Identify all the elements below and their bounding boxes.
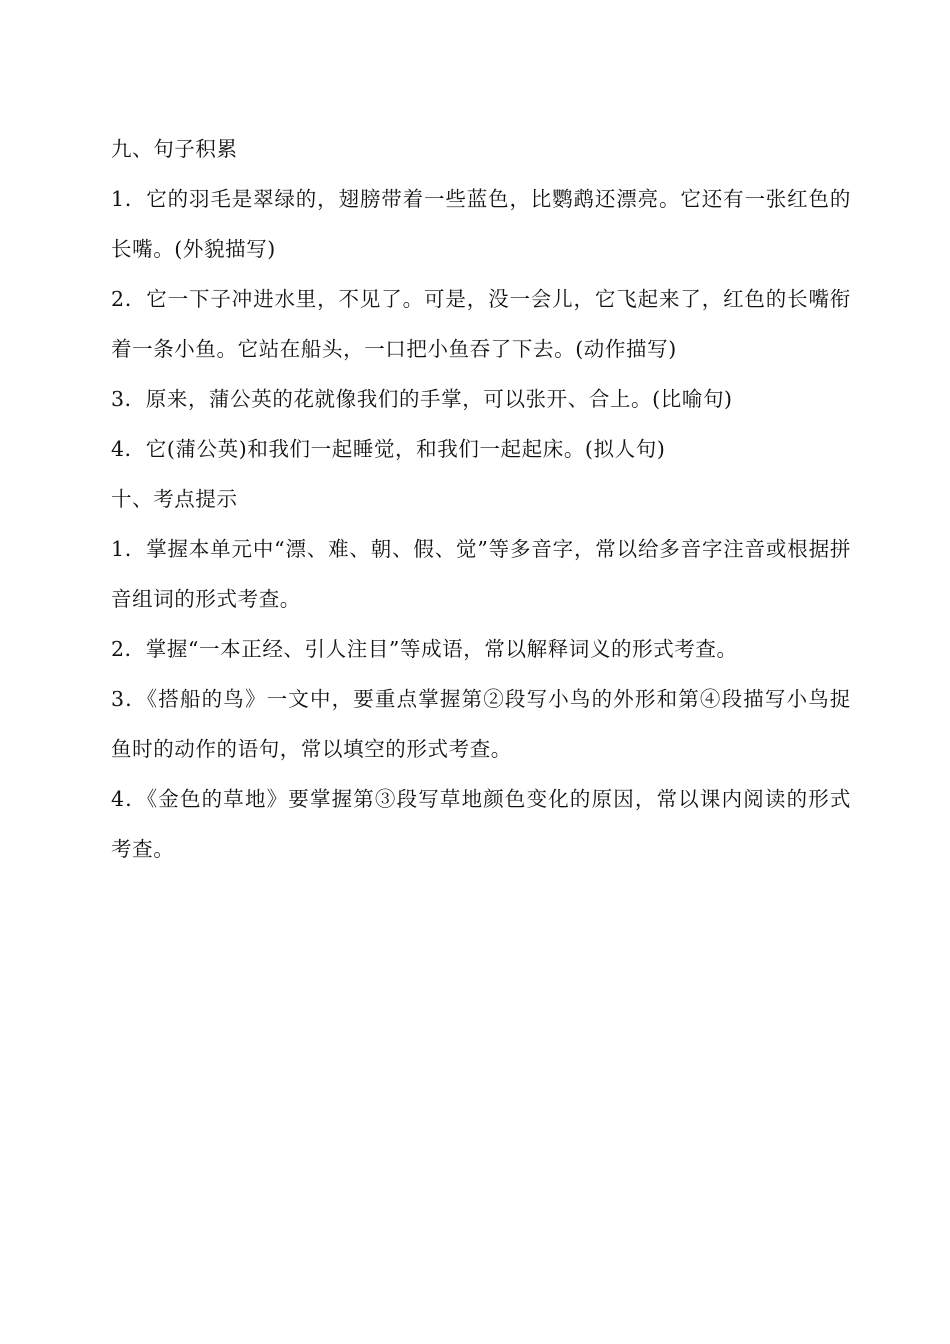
sentence-item-1: 1．它的羽毛是翠绿的，翅膀带着一些蓝色，比鹦鹉还漂亮。它还有一张红色的长嘴。(外貌描写): [111, 187, 851, 261]
document-body: [111, 124, 851, 874]
exam-tip-4: 4．《金色的草地》要掌握第③段写草地颜色变化的原因，常以课内阅读的形式考查。: [111, 787, 851, 861]
section-heading-exam-tips: 十、考点提示: [111, 487, 238, 511]
exam-tip-2: 2．掌握“一本正经、引人注目”等成语，常以解释词义的形式考查。: [111, 637, 738, 661]
sentence-item-4: 4．它(蒲公英)和我们一起睡觉，和我们一起起床。(拟人句): [111, 437, 666, 461]
sentence-item-3: 3．原来，蒲公英的花就像我们的手掌，可以张开、合上。(比喻句): [111, 387, 733, 411]
sentence-item-2: 2．它一下子冲进水里，不见了。可是，没一会儿，它飞起来了，红色的长嘴衔着一条小鱼。它站在船头，一口把小鱼吞了下去。(动作描写): [111, 287, 851, 361]
exam-tip-1: 1．掌握本单元中“漂、难、朝、假、觉”等多音字，常以给多音字注音或根据拼音组词的形式考查。: [111, 537, 851, 611]
exam-tip-3: 3．《搭船的鸟》一文中，要重点掌握第②段写小鸟的外形和第④段描写小鸟捉鱼时的动作的语句，常以填空的形式考查。: [111, 687, 851, 761]
section-heading-sentence-accumulation: 九、句子积累: [111, 137, 238, 161]
